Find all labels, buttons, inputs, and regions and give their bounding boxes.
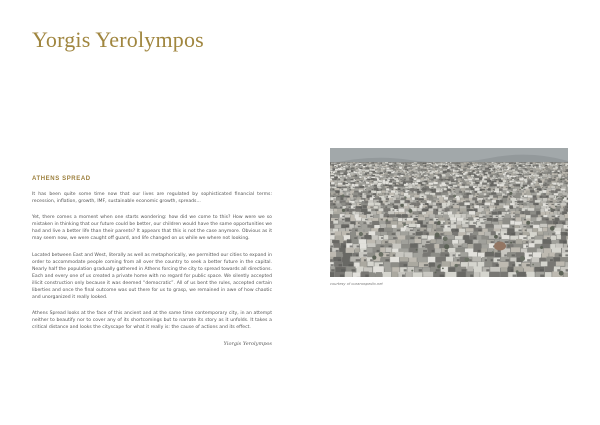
article: [32, 176, 272, 347]
author-signature: Yiorgis Yerolympos: [223, 340, 272, 347]
article-paragraph: Yet, there comes a moment when one starts wondering: how did we come to this? How were we so mistaken in thinking that our future could be better, our children would have the same opportunities we had and live a better life than their parents? It appears that this is not the case anymore. Obvious as it may seem now, we were caught off guard, and life changed on us while we where not looking.: [32, 215, 272, 242]
article-paragraph: It has been quite some time now that our lives are regulated by sophisticated financial terms: recession, inflation, growth, IMF, sustainable economic growth, spreads...: [32, 192, 272, 205]
article-paragraph: Athens Spread looks at the face of this ancient and at the same time contemporary city, in an attempt neither to beautify nor to cover any of its shortcomings but to narrate its story as it unfolds. It takes a critical distance and looks the cityscape for what it really is: the cause of actions and its effect.: [32, 311, 272, 331]
section-heading: ATHENS SPREAD: [32, 176, 91, 182]
photo-caption: courtesy of ouranospedio.net: [330, 282, 383, 286]
article-paragraph: Located between East and West, literally as well as metaphorically, we permitted our cities to expand in order to accommodate people coming from all over the country to seek a better future in the capital. Nearly half the population gradually gathered in Athens forcing the city to spread towards all directions. Each and every one of us created a private home with no regard for public space. We silently accepted illicit construction only because it was deemed “democratic”. All of us bent the rules, accepted certain liberties and once the final outcome was out there for us to grasp, we remained in awe of how chaotic and unorganized it really looked.: [32, 252, 272, 301]
site-title[interactable]: Yorgis Yerolympos: [32, 27, 204, 52]
city-photo-image: [330, 148, 568, 277]
city-photo[interactable]: [330, 148, 568, 277]
